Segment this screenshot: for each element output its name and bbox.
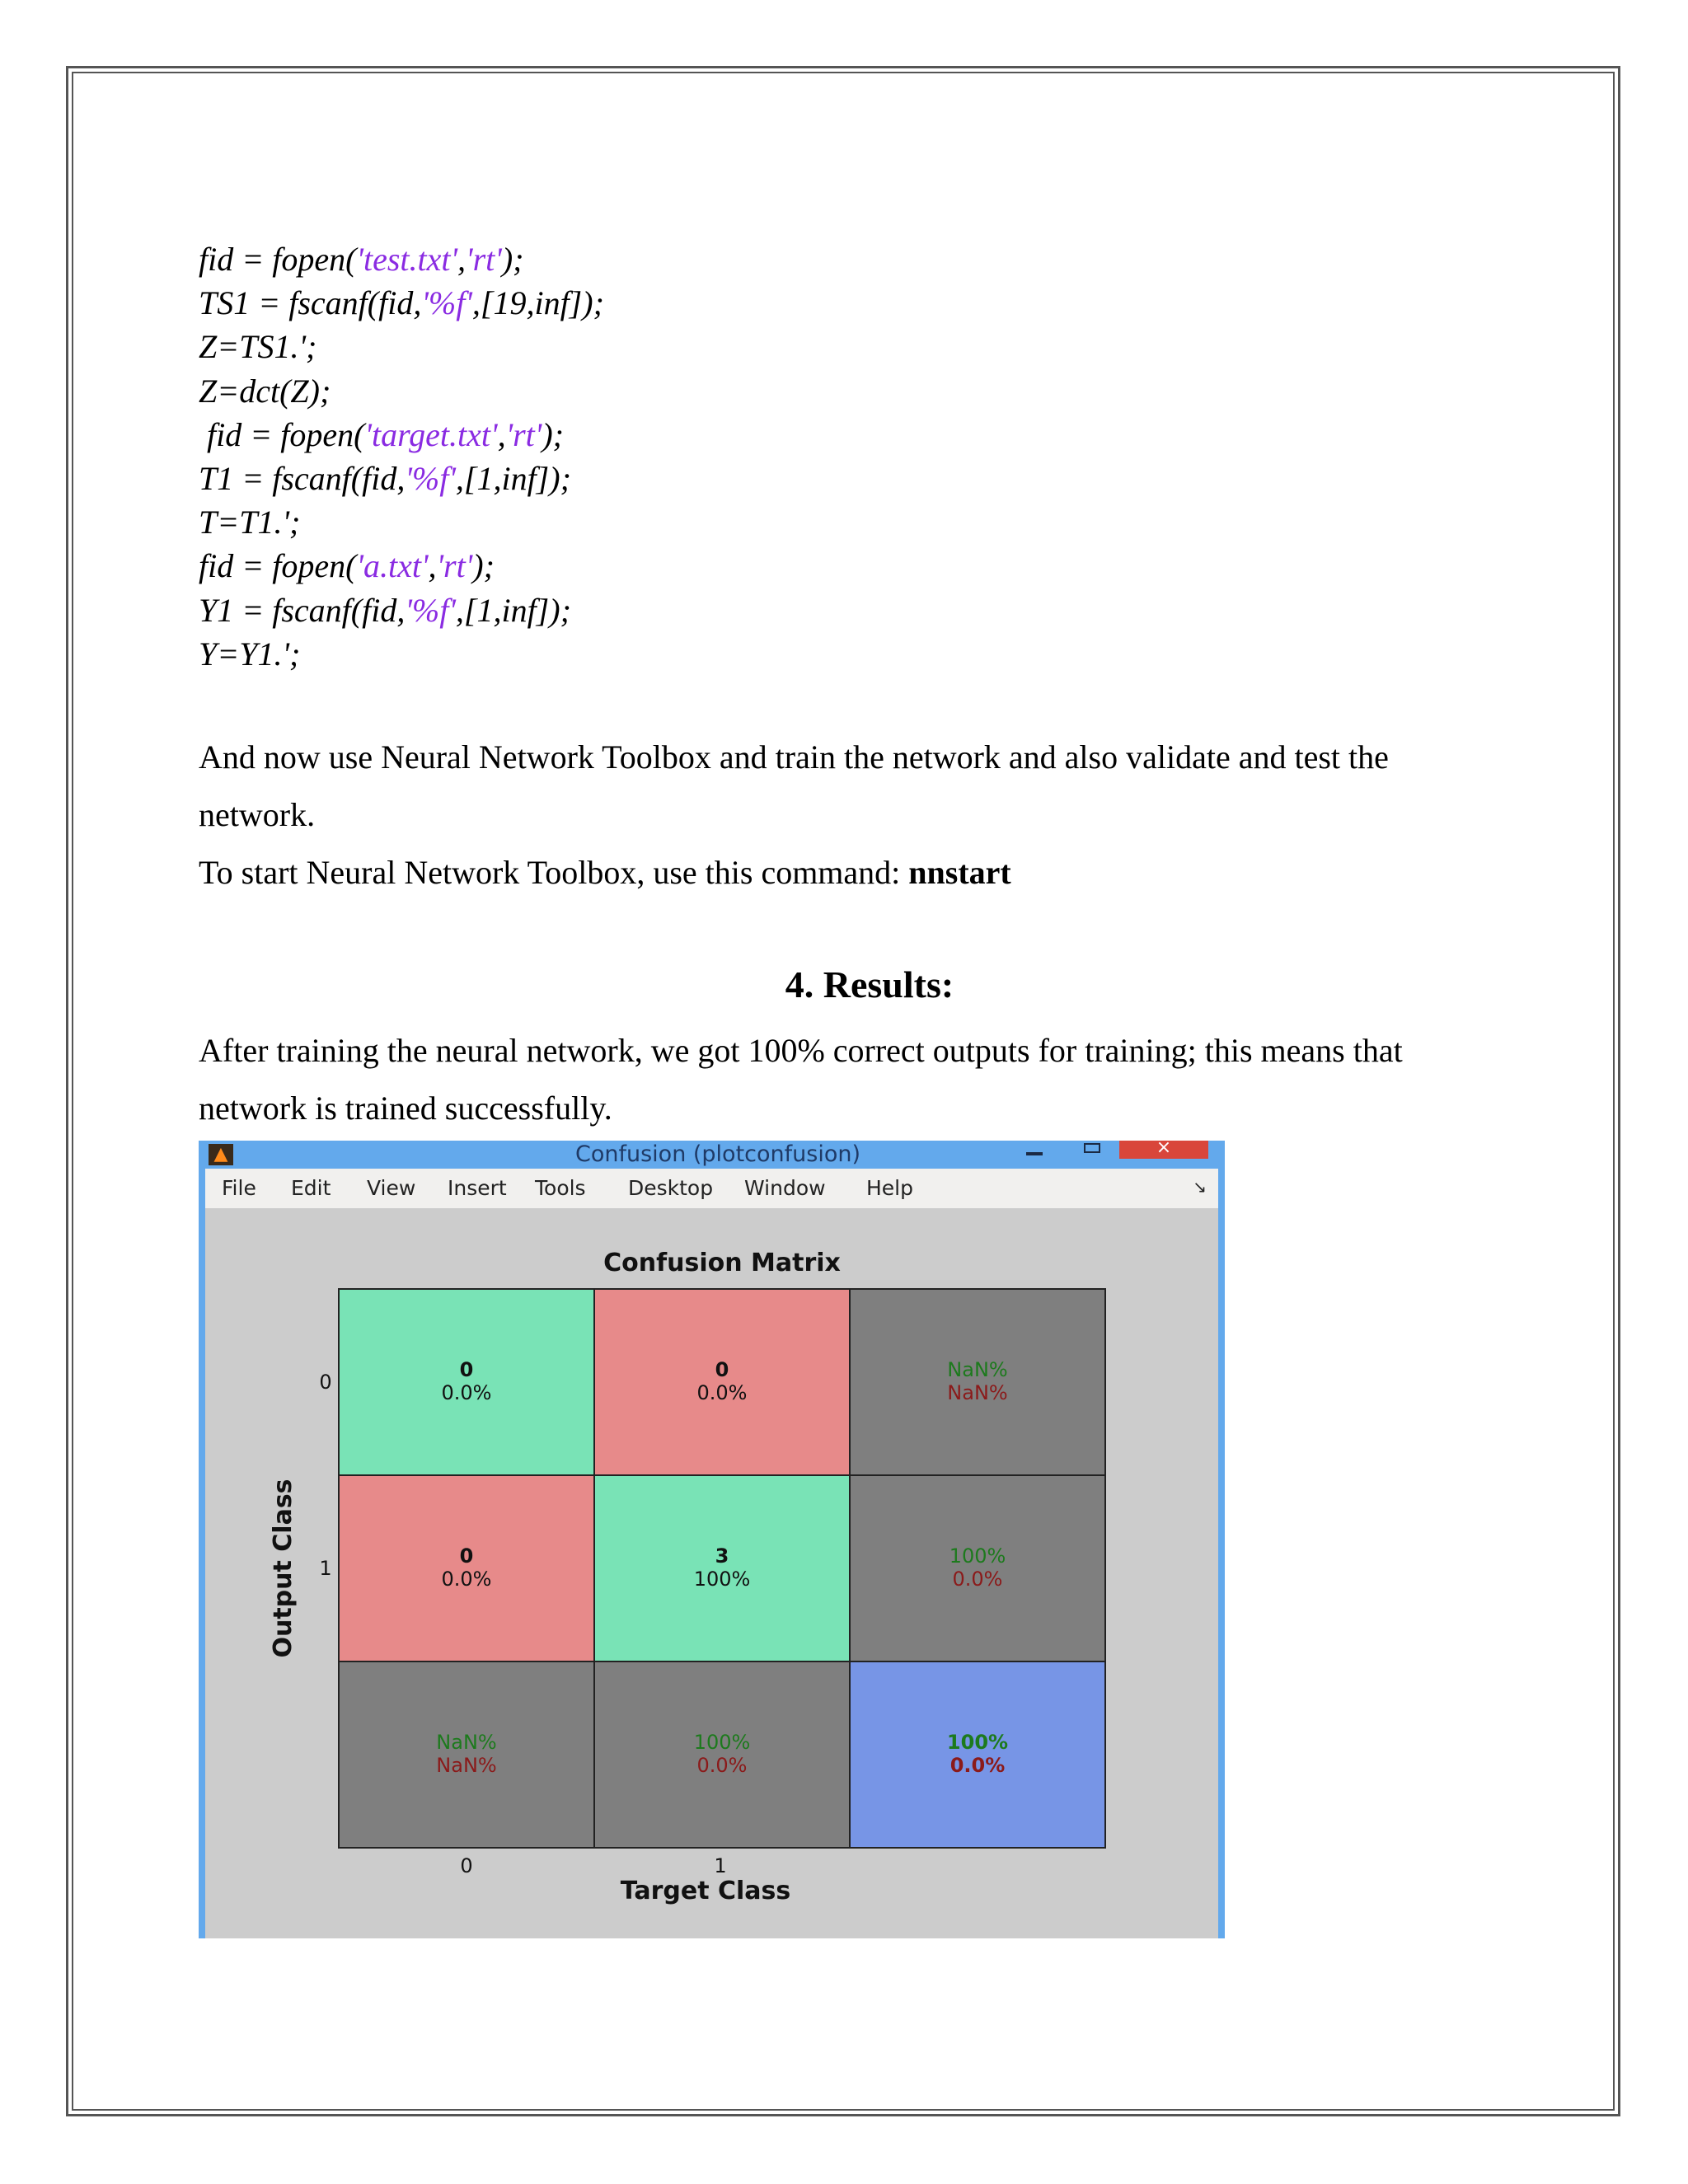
code-string: '%f' [421,284,472,322]
cell-percent-label: 0.0% [441,1568,492,1591]
code-string: 'target.txt' [364,415,498,453]
cell-count-label: 100% [946,1731,1009,1754]
cell-percent-label: NaN% [436,1754,497,1777]
x-axis-label: Target Class [620,1877,791,1905]
x-tick-label: 0 [460,1854,473,1877]
code-text: Y=Y1.'; [199,635,301,673]
code-string: 'rt' [466,241,502,278]
close-button[interactable]: × [1119,1141,1208,1159]
code-line [199,544,604,588]
code-text: fid = fopen( [199,241,357,278]
cell-percent-label: 100% [693,1568,751,1591]
code-text: fid = fopen( [199,547,357,585]
code-text: TS1 = fscanf(fid, [199,284,422,322]
menu-insert[interactable]: Insert [448,1176,507,1200]
chart-title: Confusion Matrix [603,1249,841,1277]
cell-count-label: 100% [693,1731,751,1754]
cell-count-label: 3 [715,1544,729,1568]
code-text: Z=dct(Z); [199,372,331,410]
paragraph-line: network. [199,796,316,833]
y-tick-label: 0 [319,1371,332,1394]
y-axis-label: Output Class [269,1479,298,1658]
paragraph-line: And now use Neural Network Toolbox and train the network and also validate and test the [199,738,1389,776]
window-title: Confusion (plotconfusion) [575,1141,860,1167]
code-string: 'rt' [436,547,473,585]
matlab-figure-window [199,1141,1225,1938]
cell-percent-label: 0.0% [696,1754,748,1777]
code-text: T=T1.'; [199,504,301,541]
code-line [199,325,604,368]
figure-canvas [205,1208,1218,1938]
cell-percent-label: 0.0% [441,1381,492,1404]
code-line [199,632,604,676]
cell-percent-label: 0.0% [950,1754,1006,1777]
code-text: ); [501,241,524,278]
menu-help[interactable]: Help [866,1176,913,1200]
paragraph-line: After training the neural network, we got 100% correct outputs for training; this means that [199,1032,1403,1069]
cell-percent-label: NaN% [947,1381,1008,1404]
code-text: fid = fopen( [199,415,365,453]
code-text: ); [542,415,564,453]
code-text: Y1 = fscanf(fid, [199,591,406,629]
maximize-button[interactable] [1084,1143,1100,1153]
cell-count-label: 0 [459,1358,474,1381]
code-line [199,500,604,544]
window-titlebar[interactable] [199,1141,1225,1169]
command-name: nnstart [908,854,1011,891]
code-text: T1 = fscanf(fid, [199,459,406,497]
x-tick-label: 1 [714,1854,727,1877]
minimize-button[interactable] [1026,1152,1043,1155]
confusion-matrix-chart [205,1208,1218,1938]
code-text: , [428,547,437,585]
menu-edit[interactable]: Edit [291,1176,331,1200]
cell-count-label: NaN% [436,1731,497,1754]
y-tick-label: 1 [319,1557,332,1580]
code-string: 'test.txt' [356,241,458,278]
paragraph-results [199,1022,1451,1137]
cell-count-label: NaN% [947,1358,1008,1381]
code-line [199,237,604,281]
dock-arrow-icon[interactable]: ↘ [1193,1177,1207,1197]
menu-desktop[interactable]: Desktop [628,1176,714,1200]
code-text: ,[19,inf]); [471,284,604,322]
cell-count-label: 0 [459,1544,474,1568]
code-string: 'a.txt' [356,547,429,585]
menu-bar [205,1169,1218,1208]
code-text: Z=TS1.'; [199,328,317,366]
section-heading: 4. Results: [785,963,954,1005]
matlab-logo-icon: ▲ [209,1144,233,1165]
menu-tools[interactable]: Tools [535,1176,586,1200]
code-line [199,413,604,457]
code-string: '%f' [405,459,456,497]
code-string: 'rt' [505,415,542,453]
code-line [199,588,604,632]
paragraph-line: network is trained successfully. [199,1090,612,1127]
command-intro: To start Neural Network Toolbox, use this command: [199,854,909,891]
code-string: '%f' [405,591,456,629]
cell-count-label: 100% [949,1544,1006,1568]
code-line [199,369,604,413]
code-text: ); [472,547,495,585]
cell-count-label: 0 [715,1358,729,1381]
menu-view[interactable]: View [367,1176,416,1200]
menu-file[interactable]: File [222,1176,256,1200]
code-block [199,237,604,676]
code-line [199,281,604,325]
paragraph-toolbox [199,729,1451,902]
paragraph-line [199,844,1451,902]
code-text: , [457,241,467,278]
code-text: ,[1,inf]); [455,459,571,497]
cell-percent-label: 0.0% [952,1568,1003,1591]
code-line [199,457,604,500]
code-text: ,[1,inf]); [455,591,571,629]
menu-window[interactable]: Window [744,1176,826,1200]
cell-percent-label: 0.0% [696,1381,748,1404]
code-text: , [497,415,506,453]
